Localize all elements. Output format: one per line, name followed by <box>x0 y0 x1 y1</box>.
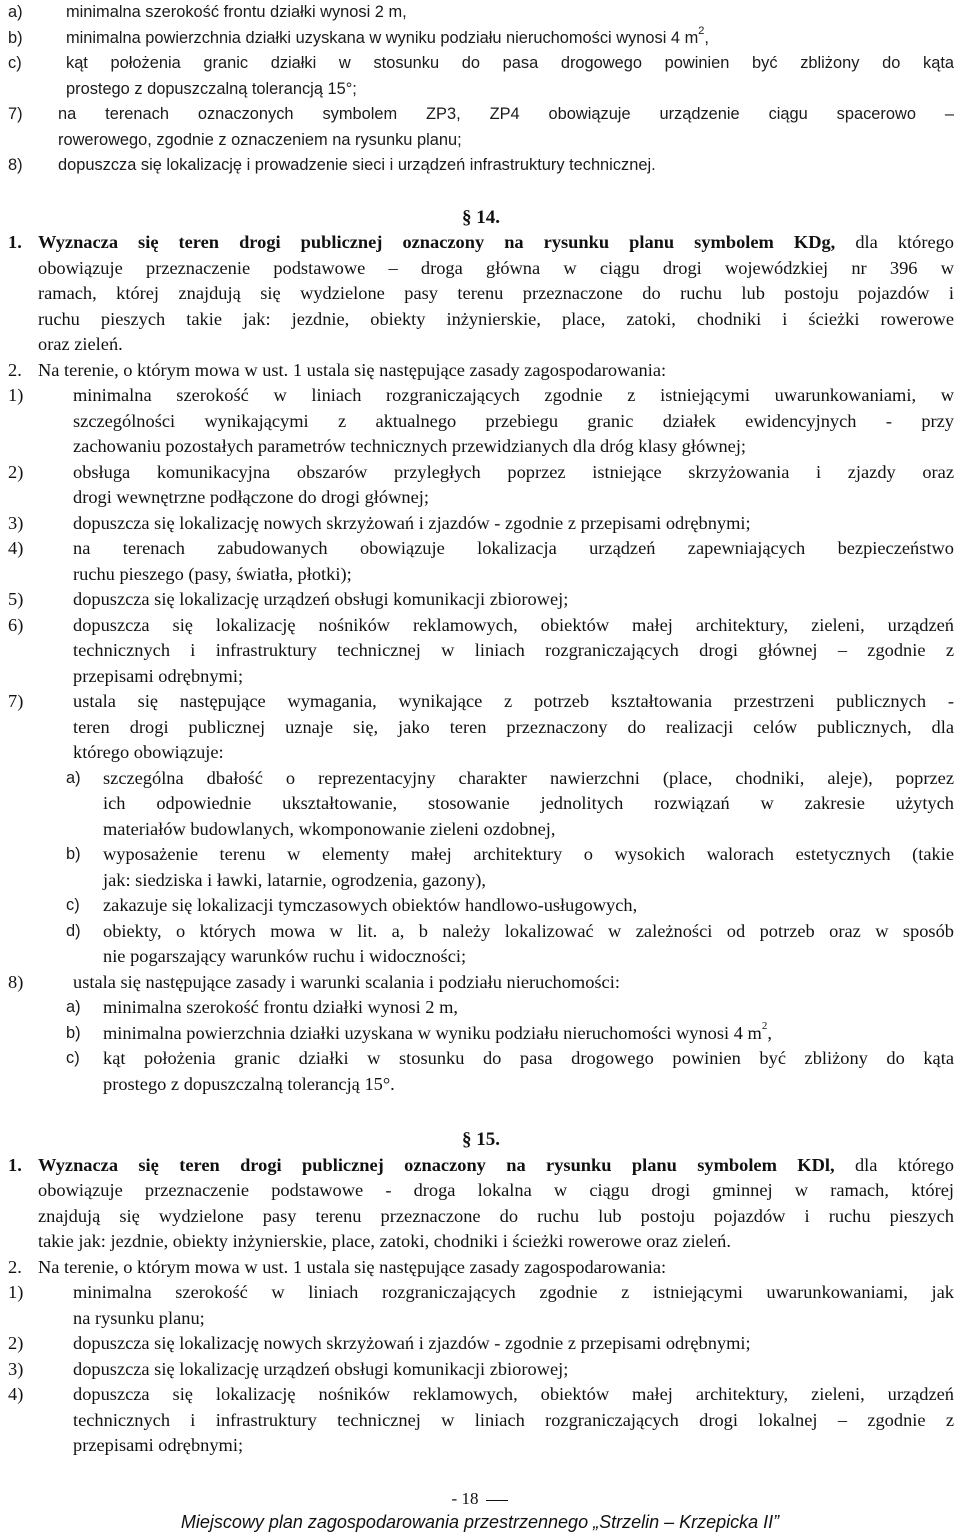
list-item <box>8 153 954 179</box>
list-item <box>8 536 954 562</box>
item-text: prostego z dopuszczalną tolerancją 15°; <box>66 79 357 98</box>
item-text: na rysunku planu; <box>73 1307 205 1328</box>
paragraph-text: Na terenie, o którym mowa w ust. 1 ustala się następujące zasady zagospodarowania: <box>38 1256 667 1277</box>
item-label: 1) <box>8 1282 24 1302</box>
sub-list-item <box>8 1046 954 1072</box>
paragraph-text: oraz zieleń. <box>38 334 123 354</box>
paragraph-label: 2. <box>8 359 22 380</box>
item-text: rowerowego, zgodnie z oznaczeniem na rysunku planu; <box>58 130 462 149</box>
item-text: obsługa komunikacyjna obszarów przyległych poprzez istniejące skrzyżowania i zjazdy oraz <box>73 461 954 482</box>
item-text: materiałów budowlanych, wkomponowanie zieleni ozdobnej, <box>103 818 556 839</box>
list-item-continuation <box>8 638 954 664</box>
list-item-continuation <box>8 715 954 741</box>
item-text: technicznych i infrastruktury technicznej w liniach rozgraniczających drogi głównej – zgodnie z <box>73 640 954 660</box>
item-label: 8) <box>8 156 23 174</box>
list-item-continuation <box>8 740 954 766</box>
item-label: c) <box>66 1049 80 1067</box>
page-number-dash <box>486 1500 508 1501</box>
item-label: 7) <box>8 105 23 123</box>
list-item <box>8 613 954 639</box>
item-text: którego obowiązuje: <box>73 742 224 762</box>
sub-list-item <box>8 995 954 1021</box>
sub-list-item <box>8 919 954 945</box>
list-item-continuation <box>8 664 954 690</box>
item-label: 2) <box>8 461 24 482</box>
item-text: dopuszcza się lokalizację nośników reklamowych, obiektów małej architektury, zieleni, urządzeń <box>73 614 954 635</box>
list-item-continuation <box>8 128 954 154</box>
list-item <box>8 970 954 996</box>
item-text: kąt położenia granic działki w stosunku do pasa drogowego powinien być zbliżony do kąta <box>103 1048 954 1068</box>
paragraph-bold: Wyznacza się teren drogi publicznej oznaczony na rysunku planu symbolem KDl, <box>38 1154 835 1175</box>
item-text: minimalna szerokość frontu działki wynosi 2 m, <box>103 997 458 1017</box>
paragraph <box>8 1255 954 1281</box>
sub-list-item-continuation <box>8 791 954 817</box>
item-text: szczególna dbałość o reprezentacyjny charakter nawierzchni (place, chodniki, aleje), poprzez <box>103 767 954 788</box>
item-text: minimalna powierzchnia działki uzyskana w wyniku podziału nieruchomości wynosi 4 m <box>66 28 699 47</box>
paragraph-text: obowiązuje przeznaczenie podstawowe – droga główna w ciągu drogi wojewódzkiej nr 396 w <box>38 257 954 278</box>
sub-list-item <box>8 766 954 792</box>
list-item <box>8 0 954 26</box>
item-label: 8) <box>8 971 24 992</box>
paragraph-bold: Wyznacza się teren drogi publicznej oznaczony na rysunku planu symbolem KDg, <box>38 232 836 252</box>
list-item <box>8 383 954 409</box>
item-label: b) <box>66 845 81 863</box>
item-text: minimalna szerokość w liniach rozgraniczających zgodnie z istniejącymi uwarunkowaniami, jak <box>73 1282 954 1302</box>
paragraph-continuation <box>8 1229 954 1255</box>
item-text: ruchu pieszego (pasy, światła, płotki); <box>73 563 352 584</box>
sub-list-item-continuation <box>8 817 954 843</box>
list-item-continuation <box>8 485 954 511</box>
item-label: c) <box>8 54 22 72</box>
item-label: 6) <box>8 614 24 635</box>
paragraph <box>8 358 954 384</box>
paragraph-text: Na terenie, o którym mowa w ust. 1 ustala się następujące zasady zagospodarowania: <box>38 359 667 380</box>
paragraph-continuation <box>8 256 954 282</box>
item-text: teren drogi publicznej uznaje się, jako teren przeznaczony do realizacji celów publicznych, dla <box>73 716 954 737</box>
paragraph-label: 2. <box>8 1256 22 1277</box>
section-heading: § 15. <box>462 1129 500 1150</box>
paragraph-continuation <box>8 307 954 333</box>
item-text: na terenach zabudowanych obowiązuje lokalizacja urządzeń zapewniających bezpieczeństwo <box>73 538 954 558</box>
item-text: zachowaniu pozostałych parametrów technicznych przewidzianych dla dróg klasy głównej; <box>73 436 747 456</box>
list-item-continuation <box>8 562 954 588</box>
item-text: ustala się następujące wymagania, wynikające z potrzeb kształtowania przestrzeni publicznych - <box>73 691 954 711</box>
item-text-end: , <box>704 28 709 47</box>
item-text: minimalna szerokość frontu działki wynosi 2 m, <box>66 3 407 21</box>
item-text: szczególności wynikającymi z aktualnego przebiegu granic działek ewidencyjnych - przy <box>73 410 954 431</box>
document-page <box>8 0 954 1459</box>
item-label: 1) <box>8 385 24 405</box>
item-text: dopuszcza się lokalizację urządzeń obsługi komunikacji zbiorowej; <box>73 589 569 609</box>
item-text: minimalna powierzchnia działki uzyskana w wyniku podziału nieruchomości wynosi 4 m <box>103 1022 762 1043</box>
item-text: dopuszcza się lokalizację i prowadzenie sieci i urządzeń infrastruktury technicznej. <box>58 156 656 174</box>
paragraph-text: ramach, której znajdują się wydzielone pasy terenu przeznaczone do ruchu lub postoju pojazdów i <box>38 283 954 303</box>
sub-list-item-continuation <box>8 1072 954 1098</box>
item-label: a) <box>66 768 81 787</box>
list-item <box>8 511 954 537</box>
list-item <box>8 460 954 486</box>
item-text: zakazuje się lokalizacji tymczasowych obiektów handlowo-usługowych, <box>103 895 638 915</box>
paragraph-continuation <box>8 1204 954 1230</box>
item-text: jak: siedziska i ławki, latarnie, ogrodzenia, gazony), <box>103 869 486 890</box>
item-text: ich odpowiednie ukształtowanie, stosowanie jednolitych rozwiązań w zakresie użytych <box>103 793 954 813</box>
item-label: 3) <box>8 512 24 533</box>
page-number <box>0 1486 960 1512</box>
item-text: technicznych i infrastruktury technicznej w liniach rozgraniczających drogi lokalnej – zgodnie z <box>73 1409 954 1430</box>
paragraph-continuation <box>8 332 954 358</box>
list-item <box>8 102 954 128</box>
item-label: 7) <box>8 691 24 711</box>
item-label: 4) <box>8 538 24 558</box>
paragraph-text: znajdują się wydzielone pasy terenu przeznaczone do ruchu lub postoju pojazdów i ruchu pieszych <box>38 1205 954 1226</box>
sub-list-item <box>8 842 954 868</box>
item-text: dopuszcza się lokalizację nowych skrzyżowań i zjazdów - zgodnie z przepisami odrębnymi; <box>73 1333 751 1353</box>
list-item-continuation <box>8 1306 954 1332</box>
page-number-text: - 18 <box>451 1489 479 1508</box>
item-text: dopuszcza się lokalizację urządzeń obsługi komunikacji zbiorowej; <box>73 1358 569 1379</box>
list-item-continuation <box>8 1408 954 1434</box>
paragraph-continuation <box>8 281 954 307</box>
item-text: dopuszcza się lokalizację nośników reklamowych, obiektów małej architektury, zieleni, urządzeń <box>73 1384 954 1404</box>
item-text-end: , <box>767 1022 772 1043</box>
list-item-continuation <box>8 77 954 103</box>
item-text: dopuszcza się lokalizację nowych skrzyżowań i zjazdów - zgodnie z przepisami odrębnymi; <box>73 512 751 533</box>
list-item <box>8 1280 954 1306</box>
item-label: 2) <box>8 1333 24 1353</box>
list-item <box>8 587 954 613</box>
paragraph <box>8 1153 954 1179</box>
superscript: 2 <box>698 25 705 38</box>
paragraph-text: ruchu pieszych takie jak: jezdnie, obiekty inżynierskie, place, zatoki, chodniki i ścieżki rowerowe <box>38 308 954 329</box>
item-text: przepisami odrębnymi; <box>73 1435 244 1455</box>
item-label: a) <box>66 998 81 1016</box>
item-text: przepisami odrębnymi; <box>73 665 244 686</box>
paragraph-text: dla którego <box>835 232 955 252</box>
list-item-continuation <box>8 409 954 435</box>
sub-list-item-continuation <box>8 868 954 894</box>
item-label: b) <box>66 1023 81 1042</box>
list-item <box>8 1331 954 1357</box>
paragraph-label: 1. <box>8 1154 22 1175</box>
paragraph-continuation <box>8 1178 954 1204</box>
item-text: na terenach oznaczonych symbolem ZP3, ZP4 obowiązuje urządzenie ciągu spacerowo – <box>58 105 954 123</box>
sub-list-item <box>8 893 954 919</box>
list-item <box>8 1382 954 1408</box>
item-label: c) <box>66 896 80 914</box>
item-label: 5) <box>8 589 24 609</box>
item-text: prostego z dopuszczalną tolerancją 15°. <box>103 1073 395 1094</box>
footer-title: Miejscowy plan zagospodarowania przestrzennego „Strzelin – Krzepicka II” <box>180 1512 780 1532</box>
item-text: obiekty, o których mowa w lit. a, b należy lokalizować w zależności od potrzeb oraz w sposób <box>103 920 954 941</box>
sub-list-item <box>8 1021 954 1047</box>
item-label: b) <box>8 28 23 47</box>
item-text: nie pogarszający warunków ruchu i widoczności; <box>103 946 467 966</box>
paragraph-label: 1. <box>8 232 22 252</box>
paragraph-text: obowiązuje przeznaczenie podstawowe - droga lokalna w ciągu drogi gminnej w ramach, której <box>38 1180 954 1200</box>
item-text: minimalna szerokość w liniach rozgraniczających zgodnie z istniejącymi uwarunkowaniami, w <box>73 385 954 405</box>
item-text: ustala się następujące zasady i warunki scalania i podziału nieruchomości: <box>73 971 620 992</box>
item-text: wyposażenie terenu w elementy małej architektury o wysokich walorach estetycznych (takie <box>103 844 954 864</box>
list-item-continuation <box>8 1433 954 1459</box>
list-item <box>8 1357 954 1383</box>
superscript: 2 <box>761 1020 768 1033</box>
paragraph-text: takie jak: jezdnie, obiekty inżynierskie, place, zatoki, chodniki i ścieżki rowerowe oraz zieleń. <box>38 1231 731 1251</box>
list-item <box>8 689 954 715</box>
paragraph-text: dla którego <box>834 1154 954 1175</box>
list-item <box>8 26 954 52</box>
section-heading: § 14. <box>462 206 500 228</box>
sub-list-item-continuation <box>8 944 954 970</box>
item-label: a) <box>8 3 23 21</box>
list-item-continuation <box>8 434 954 460</box>
paragraph <box>8 230 954 256</box>
item-label: 4) <box>8 1384 24 1404</box>
item-text: kąt położenia granic działki w stosunku do pasa drogowego powinien być zbliżony do kąta <box>66 54 954 72</box>
item-text: drogi wewnętrzne podłączone do drogi głównej; <box>73 487 429 507</box>
list-item <box>8 51 954 77</box>
item-label: d) <box>66 921 81 940</box>
item-label: 3) <box>8 1358 24 1379</box>
